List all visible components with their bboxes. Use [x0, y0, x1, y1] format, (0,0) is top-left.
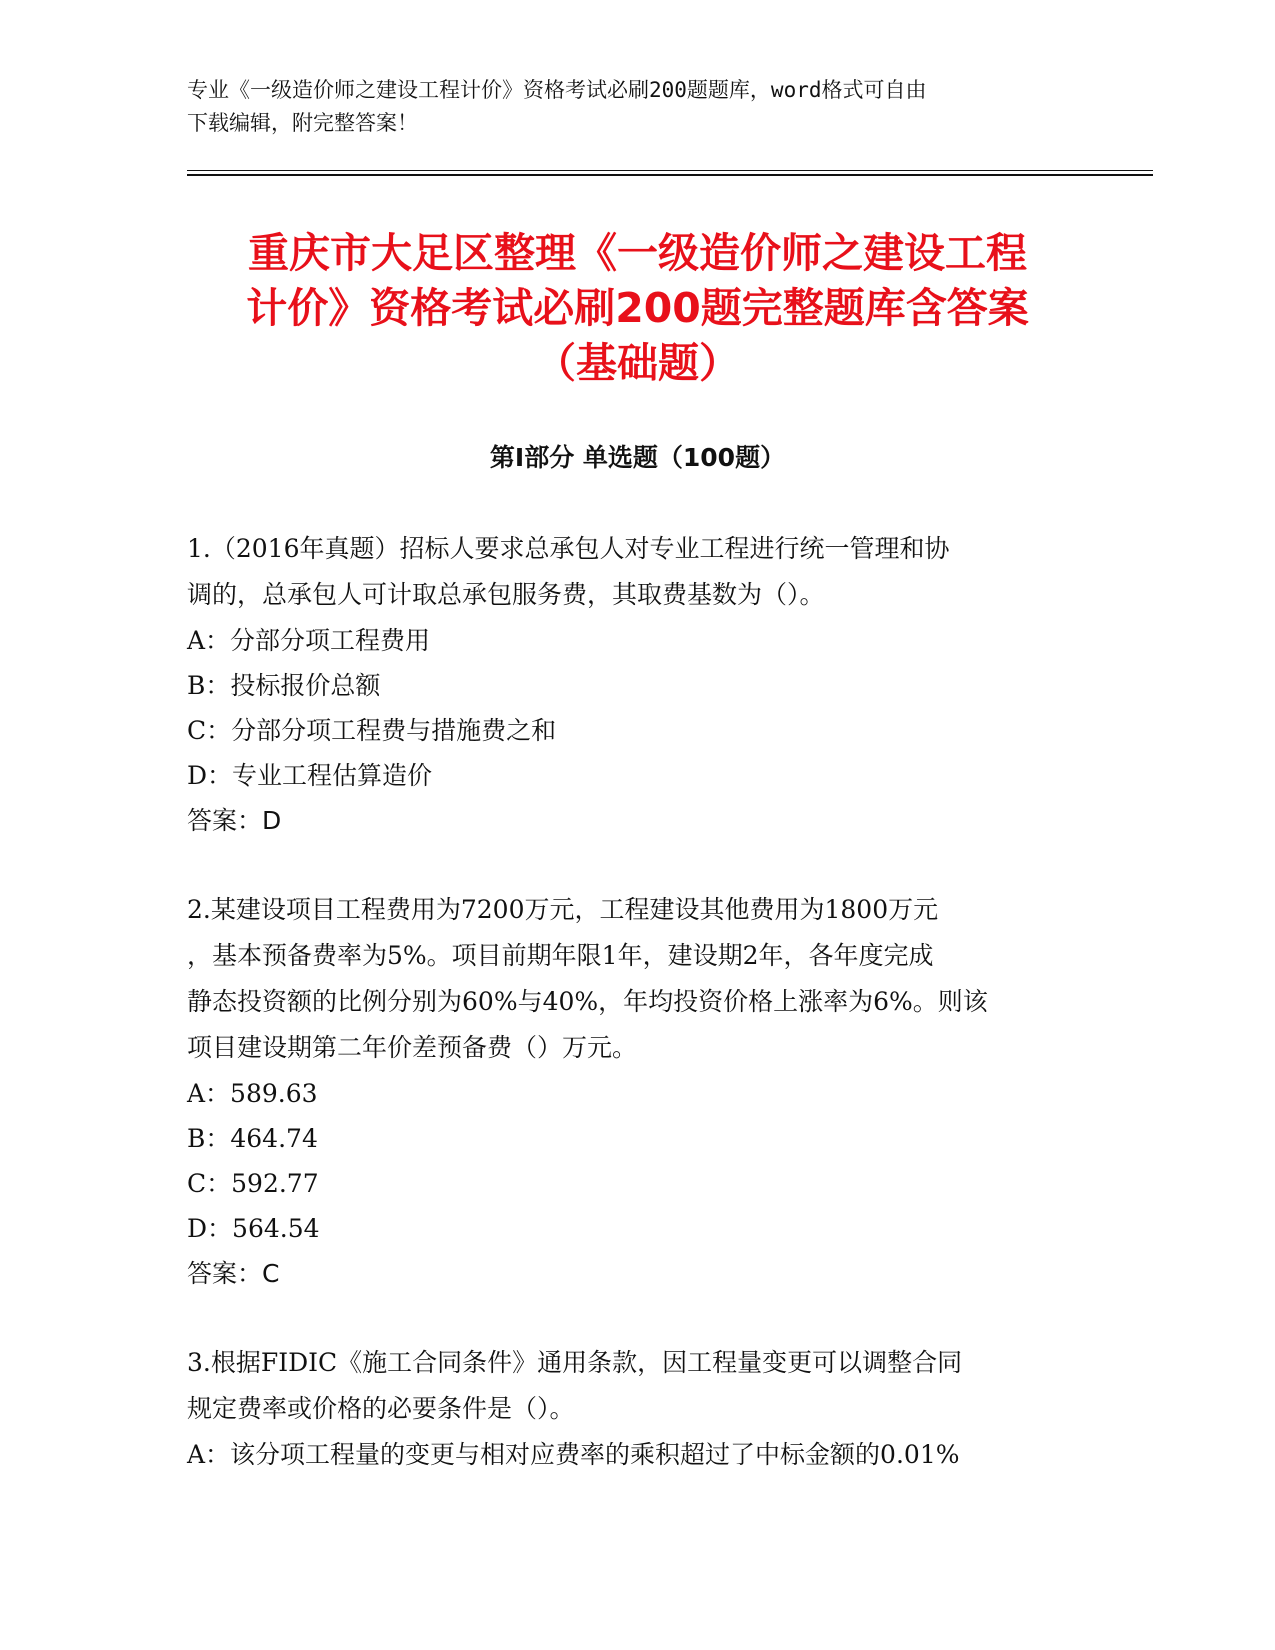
question-stem-line: 2.某建设项目工程费用为7200万元，工程建设其他费用为1800万元 — [187, 895, 939, 924]
title-line: 计价》资格考试必刷200题完整题库含答案 — [246, 284, 1029, 332]
question-stem-line: ，基本预备费率为5%。项目前期年限1年，建设期2年，各年度完成 — [187, 941, 934, 970]
question-stem — [187, 526, 1077, 618]
option-b: B：投标报价总额 — [187, 671, 381, 700]
question-stem-line: 静态投资额的比例分别为60%与40%，年均投资价格上涨率为6%。则该 — [187, 987, 988, 1016]
question-list — [187, 526, 1077, 1521]
question-item — [187, 887, 1077, 1296]
header-note — [187, 74, 1087, 140]
title-line: 重庆市大足区整理《一级造价师之建设工程 — [248, 229, 1027, 277]
question-stem — [187, 1340, 1077, 1432]
question-item — [187, 526, 1077, 843]
question-stem — [187, 887, 1077, 1071]
header-divider-thick — [187, 174, 1153, 176]
document-title — [150, 226, 1125, 391]
option-a: A：分部分项工程费用 — [187, 626, 431, 655]
answer-line: 答案：D — [187, 806, 282, 835]
option-a: A：该分项工程量的变更与相对应费率的乘积超过了中标金额的0.01% — [187, 1440, 960, 1469]
option-c: C：分部分项工程费与措施费之和 — [187, 716, 557, 745]
title-line: （基础题） — [535, 339, 740, 387]
option-b: B：464.74 — [187, 1124, 318, 1153]
question-item — [187, 1340, 1077, 1477]
question-stem-line: 3.根据FIDIC《施工合同条件》通用条款，因工程量变更可以调整合同 — [187, 1348, 963, 1377]
question-stem-line: 规定费率或价格的必要条件是（）。 — [187, 1394, 575, 1423]
question-stem-line: 1.（2016年真题）招标人要求总承包人对专业工程进行统一管理和协 — [187, 534, 950, 563]
header-divider-thin — [187, 170, 1153, 171]
option-d: D：564.54 — [187, 1214, 320, 1243]
header-note-line: 下载编辑，附完整答案！ — [187, 111, 418, 135]
option-a: A：589.63 — [187, 1079, 318, 1108]
option-d: D：专业工程估算造价 — [187, 761, 433, 790]
header-note-line: 专业《一级造价师之建设工程计价》资格考试必刷200题题库，word格式可自由 — [187, 78, 927, 102]
option-c: C：592.77 — [187, 1169, 319, 1198]
section-heading: 第Ⅰ部分 单选题（100题） — [489, 443, 786, 472]
question-stem-line: 项目建设期第二年价差预备费（）万元。 — [187, 1033, 638, 1062]
answer-line: 答案：C — [187, 1259, 280, 1288]
question-stem-line: 调的，总承包人可计取总承包服务费，其取费基数为（）。 — [187, 580, 825, 609]
